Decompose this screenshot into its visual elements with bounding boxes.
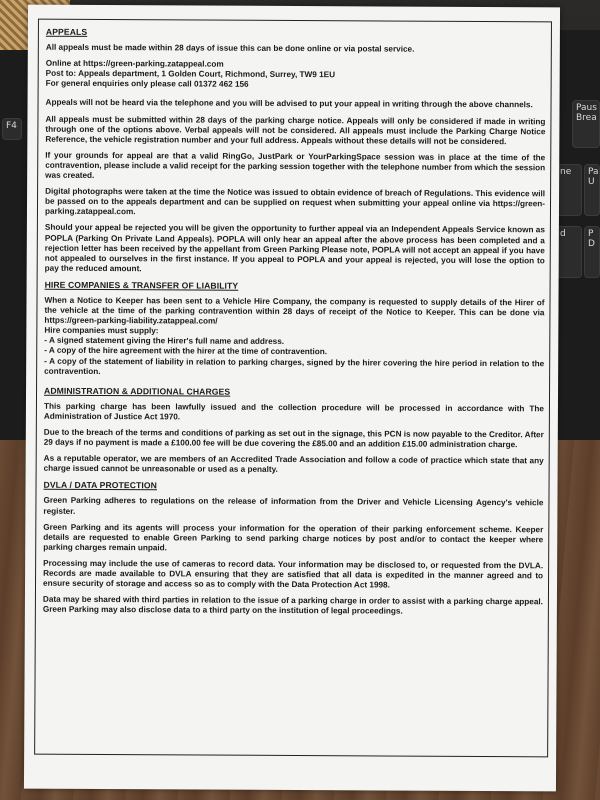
hire-paragraph: When a Notice to Keeper has been sent to a Vehicle Hire Company, the company is requested to supply details of the Hirer of the vehicle at the time of the parking contravention within 28 days of receipt of the Notice to Keeper. This can be done via https://green-parking-liability.zatappeal.com/ — [44, 295, 545, 326]
dvla-paragraph-4: Data may be shared with third parties in relation to the issue of a parking charge in order to assist with a parking charge appeal. Green Parking may also disclose data to a third party on the institution of legal proceedings. — [42, 594, 543, 616]
parking-notice-sheet — [24, 5, 560, 792]
appeals-popla-paragraph: Should your appeal be rejected you will be given the opportunity to further appeal via an Independent Appeals Service known as POPLA (Parking On Private Land Appeals). POPLA will only hear an appeal after the above process has been completed and a rejection letter has been received by the appellant from Green Parking Please note, POPLA will not accept an appeal if you have not appealed to ourselves in the first instance. If you appeal to POPLA and your appeal is rejected, you will lose the option to pay the reduced amount. — [44, 223, 545, 273]
admin-heading: ADMINISTRATION & ADDITIONAL CHARGES — [44, 385, 231, 397]
appeals-contact-block — [46, 59, 546, 92]
key-end: d — [556, 226, 582, 278]
admin-paragraph-3: As a reputable operator, we are members of an Accredited Trade Association and follow a code of practice which state that any charge issued cannot be unreasonable or used as a penalty. — [43, 453, 544, 475]
dvla-paragraph-3: Processing may include the use of cameras to record data. Your information may be disclosed to, or requested from the DVLA. Records are made available to DVLA ensuring that they are satisfied that all data is expedited in the manner agreed and to ensure security of storage and access so as to comply with the Data Protection Act 1998. — [43, 558, 544, 590]
admin-paragraph-2: Due to the breach of the terms and conditions of parking as set out in the signage, this PCN is now payable to the Creditor. After 29 days if no payment is made a £100.00 fee will be due covering the £85.00 and an addition £15.00 administration charge. — [43, 427, 544, 450]
appeals-telephone-paragraph: Appeals will not be heard via the telephone and you will be advised to put your appeal in writing through the above channels. — [45, 98, 533, 110]
key-pa: Pa U — [584, 164, 600, 216]
appeals-online-url: Online at https://green-parking.zatappeal.com — [45, 58, 224, 69]
hire-heading: HIRE COMPANIES & TRANSFER OF LIABILITY — [44, 279, 239, 291]
dvla-paragraph-1: Green Parking adheres to regulations on the release of information from the Driver and Vehicle Licensing Agency's vehicle register. — [43, 496, 544, 516]
notice-content — [42, 23, 546, 754]
admin-paragraph-1: This parking charge has been lawfully issued and the collection procedure will be processed in accordance with The Administration of Justice Act 1970. — [43, 401, 544, 422]
appeals-28days-paragraph: All appeals must be submitted within 28 days of the parking charge notice. Appeals will only be considered if made in writing through one of the options above. Verbal appeals will not be considered. All appeals must include the Parking Charge Notice Reference, the vehicle registration number and your full address. Appeals without these details will not be considered. — [45, 114, 546, 146]
key-pause: Paus Brea — [572, 100, 600, 148]
hire-requirements-list — [44, 326, 544, 379]
hire-requirement-item: - A signed statement giving the Hirer's full name and address. — [44, 336, 285, 347]
appeals-ringgo-paragraph: If your grounds for appeal are that a valid RingGo, JustPark or YourParkingSpace session was in place at the time of the contravention, please include a valid receipt for the parking session together with the telephone number from which the session was created. — [45, 150, 546, 180]
appeals-deadline-text: All appeals must be made within 28 days of issue this can be done online or via postal service. — [45, 42, 415, 54]
dvla-paragraph-2: Green Parking and its agents will process your information for the operation of their parking enforcement scheme. Keeper details are requested to enable Green Parking to send parking charge notices by post and/or to contact the keeper where parking charges remain unpaid. — [43, 522, 544, 553]
appeals-photos-paragraph: Digital photographs were taken at the time the Notice was issued to obtain evidence of breach of Regulations. This evidence will be passed on to the appeals department and can be supplied on request when submitting your appeal online via https://green-parking.zatappeal.com. — [44, 186, 546, 217]
hire-requirement-item: - A copy of the statement of liability in relation to parking charges, signed by the hirer covering the hire period in relation to the contravention. — [44, 356, 545, 376]
key-home: ne — [556, 164, 582, 216]
key-f4: F4 — [2, 118, 22, 140]
appeals-heading: APPEALS — [45, 26, 88, 37]
dvla-heading: DVLA / DATA PROTECTION — [43, 480, 158, 491]
appeals-postal-address: Post to: Appeals department, 1 Golden Court, Richmond, Surrey, TW9 1EU — [45, 68, 336, 80]
hire-supply-label: Hire companies must supply: — [44, 325, 159, 336]
key-pgdn: P D — [584, 226, 600, 278]
hire-requirement-item: - A copy of the hire agreement with the hirer at the time of contravention. — [44, 346, 328, 357]
appeals-phone: For general enquiries only please call 01372 462 156 — [45, 79, 249, 90]
